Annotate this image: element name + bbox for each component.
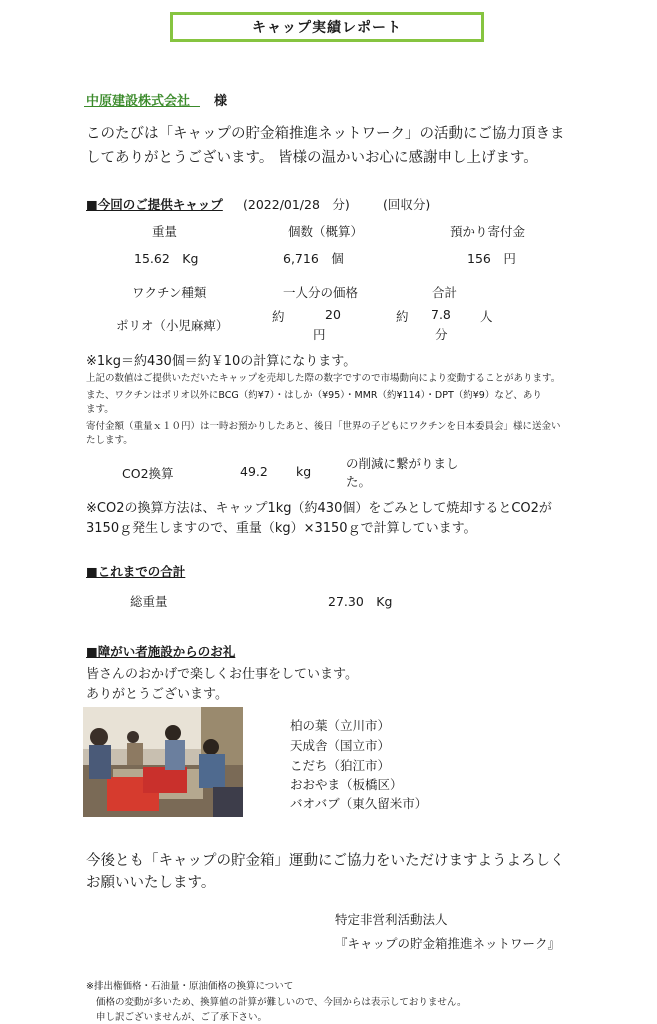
vaccine-price-unit: 円 [313,327,326,342]
vaccine-price-value: 20 [325,307,341,322]
vaccine-total-value: 7.8 [431,307,451,322]
value-count: 6,716 個 [283,251,344,266]
header-vaccine-type: ワクチン種類 [132,285,207,300]
co2-unit: kg [296,464,312,479]
value-donation: 156 円 [467,251,516,266]
note-line-1: 上記の数値はご提供いただいたキャップを売却した際の数字ですので市場動向により変動することがあります。 [86,373,561,384]
co2-value: 49.2 [240,464,268,479]
workshop-photo [83,707,243,817]
note-line-5: たします。 [86,435,133,446]
vaccine-total-unit-2: 分 [435,327,448,342]
header-donation: 預かり寄付金 [450,224,526,239]
header-vaccine-price: 一人分の価格 [283,285,359,300]
header-vaccine-total: 合計 [432,285,458,300]
closing-line-2: お願いいたします。 [86,875,216,891]
current-heading: ■今回のご提供キャップ [86,197,223,212]
current-date: (2022/01/28 分) [243,197,350,212]
recipient-honorific: 様 [214,94,228,109]
org-type: 特定非営利活動法人 [335,912,448,927]
vaccine-type: ポリオ（小児麻痺） [116,318,229,333]
value-weight: 15.62 Kg [134,251,199,266]
cumulative-label: 総重量 [130,594,168,609]
header-weight: 重量 [152,224,178,239]
cumulative-heading: ■これまでの合計 [86,564,186,579]
co2-effect-1: の削減に繋がりまし [346,456,459,471]
intro-line-2: してありがとうございます。 皆様の温かいお心に感謝申し上げます。 [86,150,538,166]
report-title: キャップ実績レポート [170,12,484,42]
closing-line-1: 今後とも「キャップの貯金箱」運動にご協力をいただけますようよろしく [86,853,565,869]
current-collect: (回収分) [383,197,431,212]
facility-3: こだち（狛江市） [290,758,391,773]
footer-line-3: 申し訳ございませんが、ご了承下さい。 [96,1012,268,1023]
facility-5: バオバブ（東久留米市） [290,796,428,811]
recipient-underline [84,106,200,107]
thanks-line-1: 皆さんのおかげで楽しくお仕事をしています。 [86,667,358,682]
intro-line-1: このたびは「キャップの貯金箱推進ネットワーク」の活動にご協力頂きま [86,126,565,142]
note-line-2: また、ワクチンはポリオ以外にBCG（約¥7）・はしか（¥95）・MMR（約¥114）・DPT（約¥9）など、あり [86,390,542,401]
note-calc: ※1kg＝約430個＝約￥10の計算になります。 [86,354,357,369]
vaccine-price-approx: 約 [272,309,285,324]
vaccine-total-approx: 約 [396,309,409,324]
facility-2: 天成舎（国立市） [290,738,391,753]
thanks-line-2: ありがとうございます。 [86,687,228,702]
vaccine-total-unit-1: 人 [480,309,493,324]
co2-note-1: ※CO2の換算方法は、キャップ1kg（約430個）をごみとして焼却するとCO2が [86,501,552,516]
recipient-company: 中原建設株式会社 [86,94,191,109]
facility-1: 柏の葉（立川市） [290,718,391,733]
cumulative-value: 27.30 Kg [328,594,393,609]
header-count: 個数（概算） [288,224,364,239]
org-name: 『キャップの貯金箱推進ネットワーク』 [335,936,561,951]
note-line-3: ます。 [86,404,114,415]
co2-effect-2: た。 [346,474,372,489]
co2-label: CO2換算 [122,466,174,481]
thanks-heading: ■障がい者施設からのお礼 [86,644,236,659]
footer-line-1: ※排出権価格・石油量・原油価格の換算について [86,981,294,992]
note-line-4: 寄付金額（重量ｘ１０円）は一時お預かりしたあと、後日「世界の子どもにワクチンを日本委員会」様に送金い [86,421,561,432]
footer-line-2: 価格の変動が多いため、換算値の計算が難しいので、今回からは表示しておりません。 [96,997,467,1008]
facility-4: おおやま（板橋区） [290,777,403,792]
co2-note-2: 3150ｇ発生しますので、重量（kg）×3150ｇで計算しています。 [86,521,477,536]
